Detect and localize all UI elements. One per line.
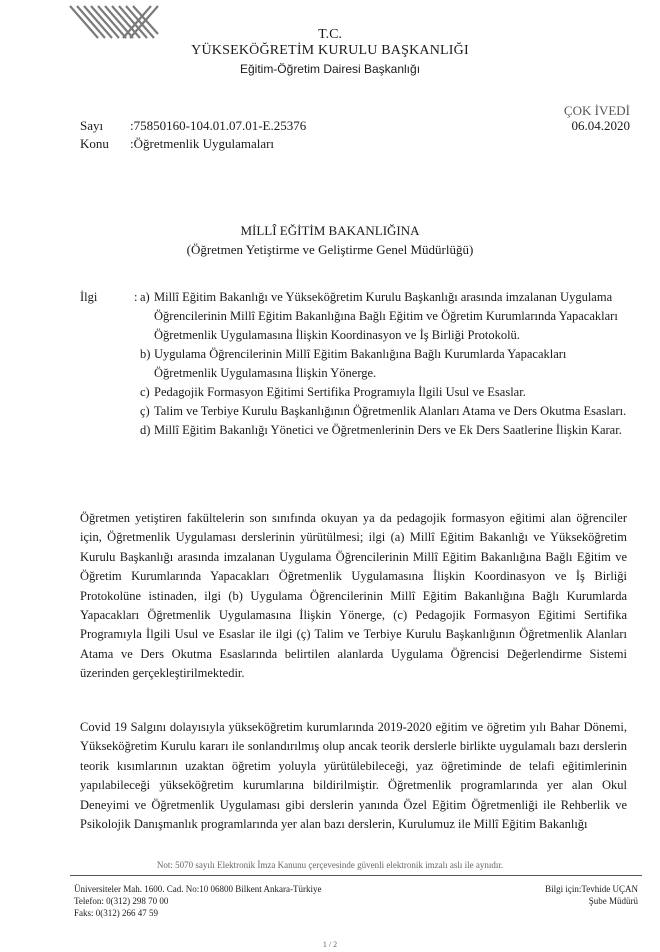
urgency-label: ÇOK İVEDİ [563,103,630,118]
footer-phone: Telefon: 0(312) 298 70 00 [74,896,169,906]
sayi-label: Sayı [80,118,104,133]
ilgi-item-c [140,383,630,402]
page-number: 1 / 2 [322,940,338,949]
ilgi-item-mark: c) [140,385,150,399]
konu-row [80,136,274,152]
document-date: 06.04.2020 [571,118,630,133]
footer-contact [74,883,321,919]
ilgi-list [140,288,630,440]
ilgi-item-mark: d) [140,423,151,437]
konu-value: :Öğretmenlik Uygulamaları [130,136,275,151]
footer-address: Üniversiteler Mah. 1600. Cad. No:10 06800 Bilkent Ankara-Türkiye [74,884,322,894]
ilgi-item-a [140,288,630,345]
ilgi-item-text: Pedagojik Formasyon Eğitimi Sertifika Programıyla İlgili Usul ve Esaslar. [154,385,526,399]
header-institution: YÜKSEKÖĞRETİM KURULU BAŞKANLIĞI [191,43,469,58]
ilgi-colon: : [134,290,138,304]
sayi-value: :75850160-104.01.07.01-E.25376 [130,118,307,133]
ilgi-label: İlgi [80,290,98,304]
ilgi-item-text: Talim ve Terbiye Kurulu Başkanlığının Öğretmenlik Alanları Atama ve Ders Okutma Esasları. [154,404,627,418]
footer-info-role: Şube Müdürü [588,896,638,906]
body-paragraph-1: Öğretmen yetiştiren fakültelerin son sınıfında okuyan ya da pedagojik formasyon eğitimi alan öğrenciler için, Öğretmenlik Uygulaması derslerinin yürütülmesi; ilgi (a) Millî Eğitim Bakanlığı ve Yükseköğretim Kurulu Başkanlığı arasında imzalanan Uygulama Öğrencilerinin Millî Eğitim Bakanlığına Bağlı Eğitim ve Öğretim Kurumlarında Yapacakları Öğretmenlik Uygulamasına İlişkin Koordinasyon ve İş Birliği Protokolüne istinaden, ilgi (b) Uygulama Öğrencilerinin Millî Eğitim Bakanlığına Bağlı Kurumlarda Yapacakları Öğretmenlik Uygulamasına İlişkin Yönerge, (c) Pedagojik Formasyon Eğitimi Sertifika Programıyla İlgili Usul ve Esaslar ile ilgi (ç) Talim ve Terbiye Kurulu Başkanlığının Öğretmenlik Alanları Atama ve Ders Okutma Esaslarında belirtilen alanlarda Uygulama Öğrencisi Değerlendirme Sistemi üzerinden gerçekleştirilmektedir. [80,511,627,681]
ilgi-item-mark: b) [140,347,151,361]
header-department: Eğitim-Öğretim Dairesi Başkanlığı [239,62,421,76]
ilgi-item-text: Uygulama Öğrencilerinin Millî Eğitim Bakanlığına Bağlı Kurumlarda Yapacakları Öğretmenlik Uygulamasına İlişkin Yönerge. [154,347,567,380]
footer-info [545,883,638,907]
ilgi-item-mark: a) [140,290,150,304]
body-paragraph-2: Covid 19 Salgını dolayısıyla yükseköğretim kurumlarında 2019-2020 eğitim ve öğretim yılı Bahar Dönemi, Yükseköğretim Kurulu kararı ile sonlandırılmış olup ancak teorik derslerle birlikte uygulamalı bazı derslerin teorik kısımlarının uzaktan öğretim yoluyla yürütülebileceği, yaz öğretiminde de telafi eğitimlerinin yapılabileceği yükseköğretim kurumlarına bildirilmiştir. Öğretmenlik programlarında yer alan Okul Deneyimi ve Öğretmenlik Uygulaması gibi derslerin yanında Özel Eğitim Öğretmenliği ile Rehberlik ve Psikolojik Danışmanlık programlarında yer alan bazı derslerin, Kurulumuz ile Millî Eğitim Bakanlığı [80,720,627,832]
footer-info-person: Bilgi için:Tevhide UÇAN [545,884,638,894]
sayi-row [80,118,306,134]
footer-fax: Faks: 0(312) 266 47 59 [74,908,158,918]
ilgi-item-d [140,421,630,440]
footer-divider [70,875,642,876]
addressee-line2: (Öğretmen Yetiştirme ve Geliştirme Genel Müdürlüğü) [186,242,474,257]
ilgi-item-c-cedilla [140,402,630,421]
header-country: T.C. [318,27,342,42]
ilgi-item-mark: ç) [140,404,150,418]
e-signature-note: Not: 5070 sayılı Elektronik İmza Kanunu çerçevesinde güvenli elektronik imzalı aslı ile aynıdır. [156,860,504,870]
ilgi-item-text: Millî Eğitim Bakanlığı ve Yükseköğretim Kurulu Başkanlığı arasında imzalanan Uygulama Öğrencilerinin Millî Eğitim Bakanlığına Bağlı Eğitim ve Öğretim Kurumlarında Yapacakları Öğretmenlik Uygulamasına İlişkin Koordinasyon ve İş Birliği Protokolü. [154,290,618,342]
ilgi-item-b [140,345,630,383]
konu-label: Konu [80,136,109,151]
addressee-line1: MİLLÎ EĞİTİM BAKANLIĞINA [240,223,420,238]
ilgi-item-text: Millî Eğitim Bakanlığı Yönetici ve Öğretmenlerinin Ders ve Ek Ders Saatlerine İlişkin Karar. [154,423,622,437]
